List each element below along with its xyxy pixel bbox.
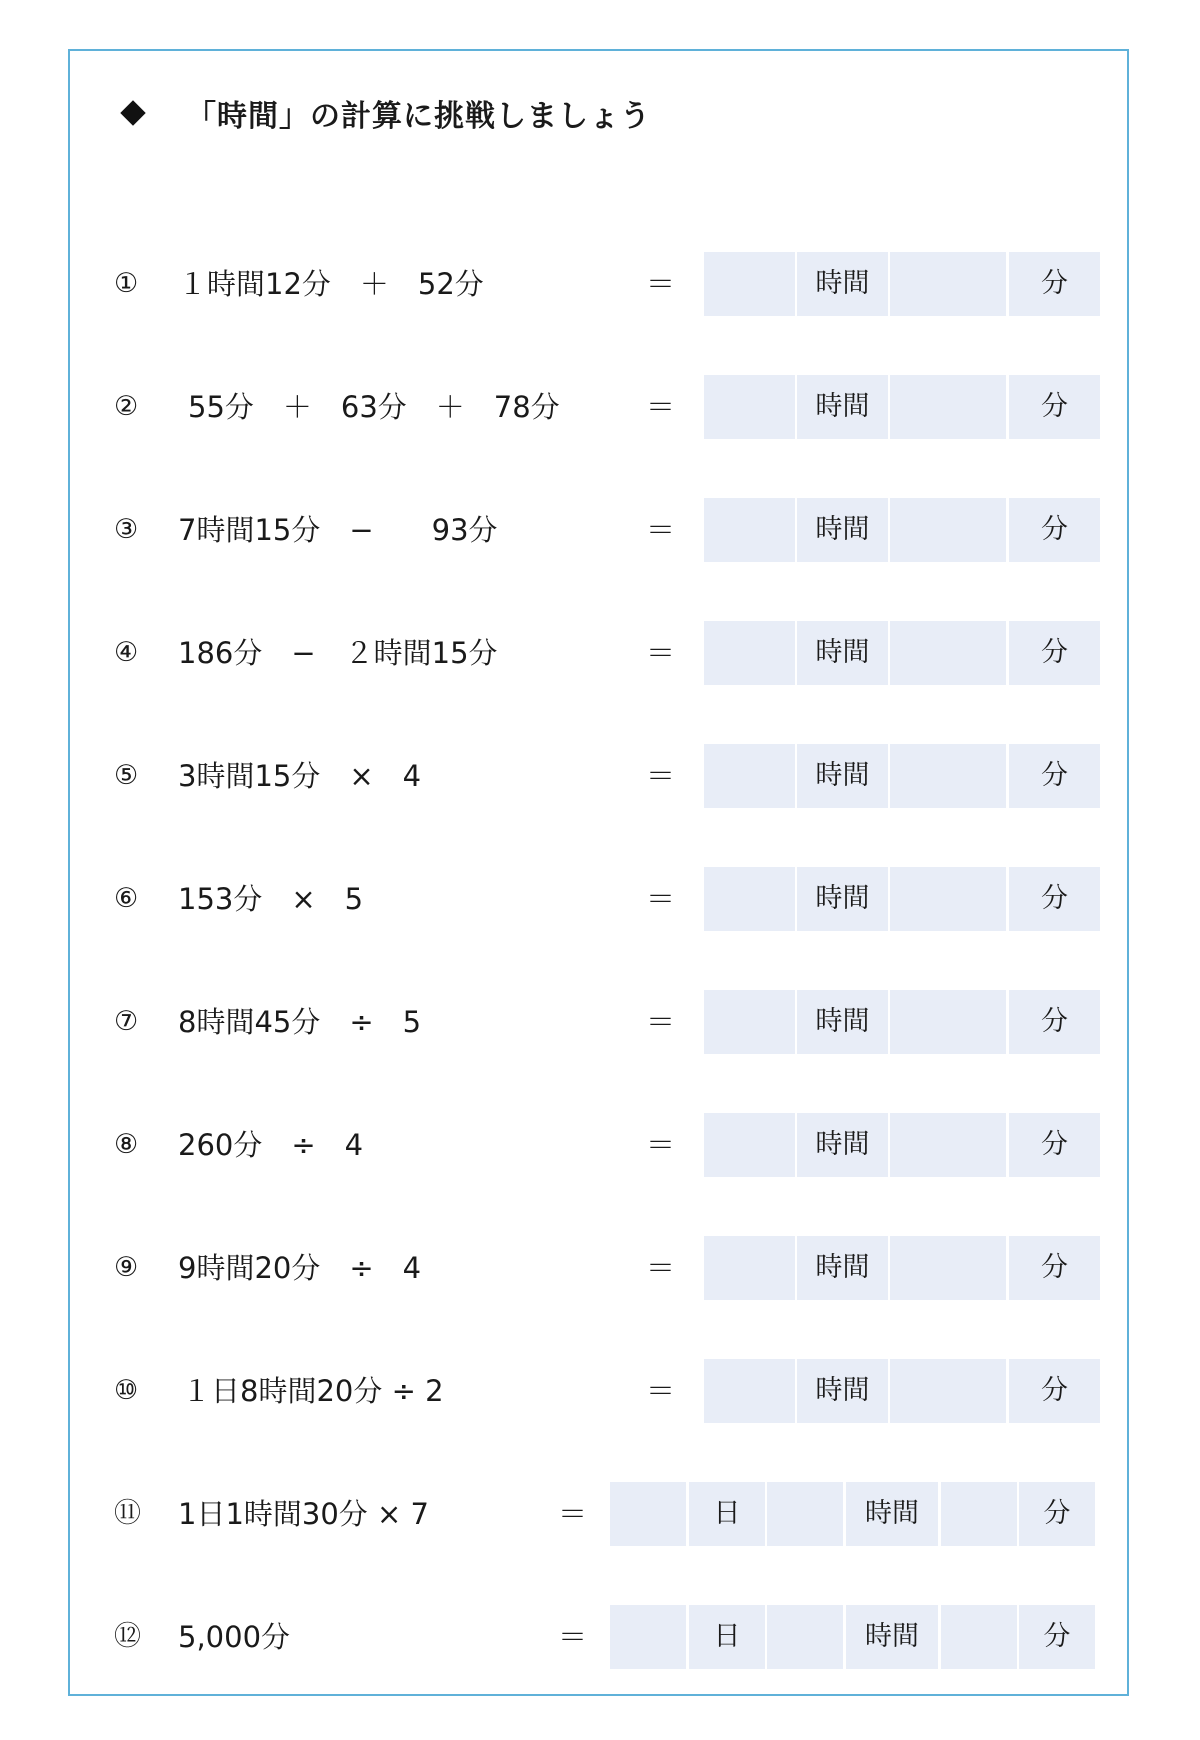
minute-answer-box[interactable] [890, 375, 1006, 439]
problem-number: ⑥ [114, 883, 139, 914]
hour-unit-label: 時間 [797, 621, 888, 685]
hour-answer-box[interactable] [767, 1482, 843, 1546]
hour-answer-box[interactable] [704, 1113, 795, 1177]
hour-answer-box[interactable] [704, 375, 795, 439]
minute-answer-box[interactable] [890, 1359, 1006, 1423]
equals-sign: ＝ [646, 267, 676, 301]
hour-unit-label: 時間 [797, 1113, 888, 1177]
minute-answer-box[interactable] [941, 1605, 1017, 1669]
hour-answer-box[interactable] [704, 867, 795, 931]
minute-answer-box[interactable] [890, 744, 1006, 808]
minute-answer-box[interactable] [890, 1236, 1006, 1300]
minute-unit-label: 分 [1009, 867, 1100, 931]
problem-expression: 9時間20分 ÷ 4 [178, 1251, 422, 1285]
problem-number: ① [114, 268, 139, 299]
equals-sign: ＝ [646, 759, 676, 793]
problem-expression: 3時間15分 × 4 [178, 759, 422, 793]
hour-unit-label: 時間 [797, 375, 888, 439]
minute-unit-label: 分 [1019, 1605, 1095, 1669]
hour-answer-box[interactable] [704, 990, 795, 1054]
problem-row-9 [0, 1236, 1200, 1300]
problem-number: ⑫ [114, 1621, 141, 1652]
hour-answer-box[interactable] [704, 252, 795, 316]
minute-answer-box[interactable] [890, 867, 1006, 931]
minute-answer-box[interactable] [890, 1113, 1006, 1177]
equals-sign: ＝ [646, 513, 676, 547]
hour-unit-label: 時間 [797, 498, 888, 562]
problem-expression: 153分 × 5 [178, 882, 364, 916]
problem-expression: 5,000分 [178, 1620, 291, 1654]
day-answer-box[interactable] [610, 1605, 686, 1669]
equals-sign: ＝ [558, 1497, 588, 1531]
problem-row-11 [0, 1482, 1200, 1546]
hour-answer-box[interactable] [704, 498, 795, 562]
minute-answer-box[interactable] [890, 498, 1006, 562]
problem-row-4 [0, 621, 1200, 685]
equals-sign: ＝ [646, 1128, 676, 1162]
hour-unit-label: 時間 [797, 252, 888, 316]
problem-number: ③ [114, 514, 139, 545]
minute-answer-box[interactable] [890, 252, 1006, 316]
minute-unit-label: 分 [1009, 252, 1100, 316]
worksheet-title: 「時間」の計算に挑戦しましょう [186, 99, 651, 134]
problem-expression: １時間12分 ＋ 52分 [178, 267, 484, 301]
hour-unit-label: 時間 [797, 867, 888, 931]
problem-number: ⑪ [114, 1498, 141, 1529]
hour-unit-label: 時間 [797, 1359, 888, 1423]
problem-row-5 [0, 744, 1200, 808]
hour-unit-label: 時間 [846, 1605, 938, 1669]
diamond-bullet-icon [120, 100, 145, 125]
minute-unit-label: 分 [1009, 990, 1100, 1054]
problem-number: ⑨ [114, 1252, 139, 1283]
equals-sign: ＝ [646, 390, 676, 424]
problem-row-1 [0, 252, 1200, 316]
problem-expression: 186分 − ２時間15分 [178, 636, 498, 670]
problem-row-3 [0, 498, 1200, 562]
problem-expression: 55分 ＋ 63分 ＋ 78分 [188, 390, 560, 424]
hour-answer-box[interactable] [704, 1236, 795, 1300]
hour-answer-box[interactable] [704, 1359, 795, 1423]
problem-expression: １日8時間20分 ÷ 2 [182, 1374, 444, 1408]
problem-number: ② [114, 391, 139, 422]
problem-row-2 [0, 375, 1200, 439]
minute-unit-label: 分 [1009, 1236, 1100, 1300]
day-unit-label: 日 [689, 1482, 765, 1546]
equals-sign: ＝ [646, 636, 676, 670]
day-answer-box[interactable] [610, 1482, 686, 1546]
hour-answer-box[interactable] [704, 621, 795, 685]
equals-sign: ＝ [646, 1374, 676, 1408]
equals-sign: ＝ [646, 1251, 676, 1285]
hour-unit-label: 時間 [846, 1482, 938, 1546]
minute-answer-box[interactable] [890, 621, 1006, 685]
problem-row-6 [0, 867, 1200, 931]
problem-expression: 7時間15分 − 93分 [178, 513, 498, 547]
minute-unit-label: 分 [1009, 621, 1100, 685]
problem-row-10 [0, 1359, 1200, 1423]
minute-answer-box[interactable] [890, 990, 1006, 1054]
problem-number: ⑩ [114, 1375, 139, 1406]
problem-row-12 [0, 1605, 1200, 1669]
title-row [120, 88, 651, 138]
minute-unit-label: 分 [1009, 1113, 1100, 1177]
minute-unit-label: 分 [1009, 744, 1100, 808]
problem-number: ⑤ [114, 760, 139, 791]
hour-unit-label: 時間 [797, 744, 888, 808]
problem-row-7 [0, 990, 1200, 1054]
hour-answer-box[interactable] [704, 744, 795, 808]
equals-sign: ＝ [558, 1620, 588, 1654]
hour-unit-label: 時間 [797, 1236, 888, 1300]
problem-expression: 1日1時間30分 × 7 [178, 1497, 429, 1531]
day-unit-label: 日 [689, 1605, 765, 1669]
minute-unit-label: 分 [1009, 498, 1100, 562]
hour-answer-box[interactable] [767, 1605, 843, 1669]
minute-unit-label: 分 [1009, 375, 1100, 439]
problem-number: ④ [114, 637, 139, 668]
minute-unit-label: 分 [1019, 1482, 1095, 1546]
problem-expression: 260分 ÷ 4 [178, 1128, 364, 1162]
problem-number: ⑧ [114, 1129, 139, 1160]
minute-answer-box[interactable] [941, 1482, 1017, 1546]
hour-unit-label: 時間 [797, 990, 888, 1054]
problem-expression: 8時間45分 ÷ 5 [178, 1005, 422, 1039]
problem-number: ⑦ [114, 1006, 139, 1037]
problem-row-8 [0, 1113, 1200, 1177]
equals-sign: ＝ [646, 1005, 676, 1039]
minute-unit-label: 分 [1009, 1359, 1100, 1423]
equals-sign: ＝ [646, 882, 676, 916]
